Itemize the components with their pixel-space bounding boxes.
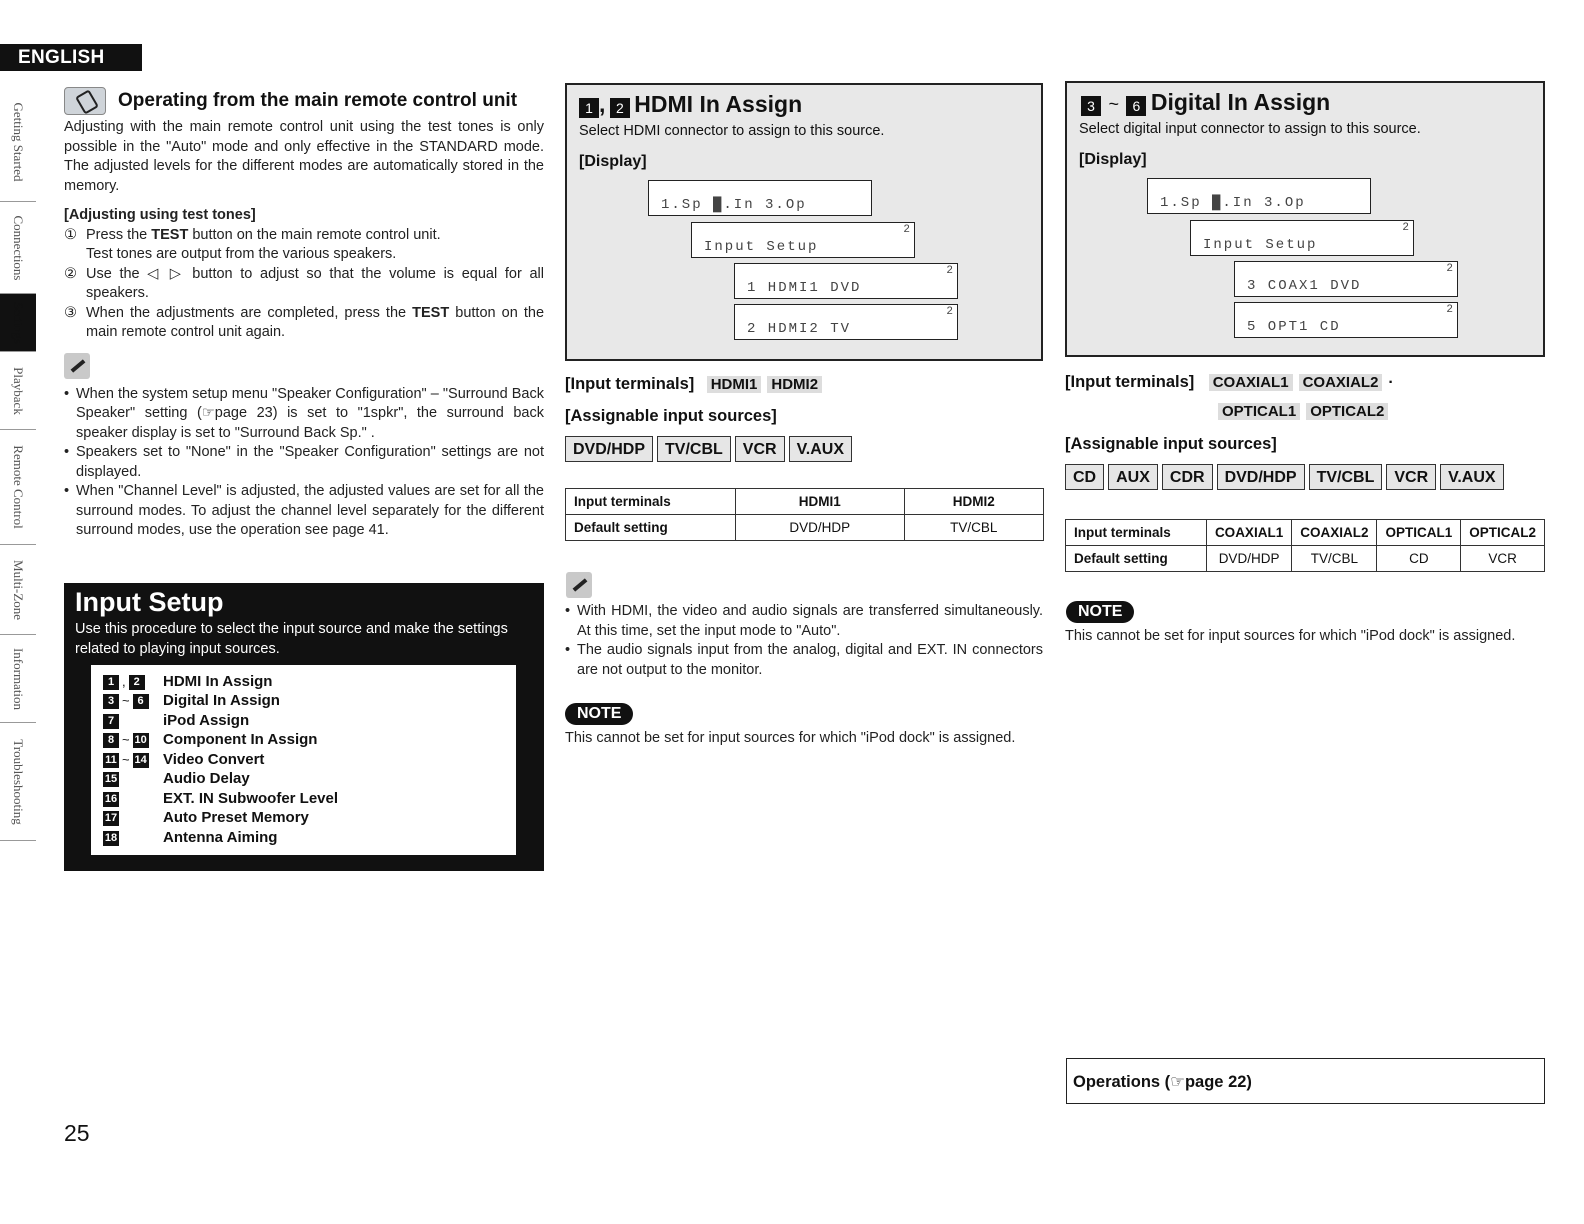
digital-default-table: Input terminals COAXIAL1 COAXIAL2 OPTICAL1 OPTICAL2 Default setting DVD/HDP TV/CBL CD VCR <box>1065 519 1545 572</box>
source-chip: TV/CBL <box>657 436 731 462</box>
digital-source-chips <box>1065 464 1504 490</box>
side-tab-information[interactable]: Information <box>0 635 36 723</box>
note-item: • With HDMI, the video and audio signals are transferred simultaneously. At this time, set the input mode to "Auto". <box>565 602 1043 641</box>
input-setup-box <box>64 583 544 871</box>
lcd-screen: Input Setup 2 <box>691 222 915 258</box>
lcd-screen: 1.Sp █.In 3.Op <box>1147 178 1371 214</box>
input-setup-title: Input Setup <box>75 587 224 617</box>
digital-title: Digital In Assign <box>1150 89 1331 115</box>
source-chip: CD <box>1065 464 1104 490</box>
source-chip: DVD/HDP <box>565 436 653 462</box>
note-item: • Speakers set to "None" in the "Speaker Configuration" settings are not displayed. <box>64 443 544 482</box>
source-chip: AUX <box>1108 464 1158 490</box>
side-tabs <box>0 82 38 841</box>
digital-panel <box>1065 81 1545 357</box>
side-tab-troubleshooting[interactable]: Troubleshooting <box>0 723 36 841</box>
hdmi-display-label: [Display] <box>579 153 647 170</box>
page-number: 25 <box>64 1120 90 1146</box>
language-tab: ENGLISH <box>0 44 142 71</box>
lcd-screen: 1 HDMI1 DVD 2 <box>734 263 958 299</box>
subhead: [Adjusting using test tones] <box>64 207 256 223</box>
lcd-screen: 3 COAX1 DVD 2 <box>1234 261 1458 297</box>
side-tab-remote-control[interactable]: Remote Control <box>0 430 36 545</box>
source-chip: VCR <box>1386 464 1436 490</box>
hdmi-panel <box>565 83 1043 361</box>
digital-display-label: [Display] <box>1079 151 1147 168</box>
intro-text: Adjusting with the main remote control unit using the test tones is only possible in the "Auto" mode and only effective in the STANDARD mode. The adjusted levels for the different modes are automatically stored in the memory. <box>64 119 544 194</box>
source-chip: V.AUX <box>1440 464 1503 490</box>
note-pencil-icon <box>64 353 90 379</box>
lcd-screen: Input Setup 2 <box>1190 220 1414 256</box>
source-chip: VCR <box>735 436 785 462</box>
side-tab-multi-zone[interactable]: Multi-Zone <box>0 545 36 635</box>
source-chip: DVD/HDP <box>1217 464 1305 490</box>
lcd-screen: 2 HDMI2 TV 2 <box>734 304 958 340</box>
step-3: ③ When the adjustments are completed, press the TEST button on the main remote control unit again. <box>64 304 545 340</box>
hdmi-terminals: [Input terminals] HDMI1 HDMI2 <box>565 375 828 394</box>
hdmi-default-table: Input terminals HDMI1 HDMI2 Default setting DVD/HDP TV/CBL <box>565 488 1044 541</box>
hdmi-panel-heading: 1 , 2 HDMI In Assign <box>579 91 802 118</box>
hdmi-note-badge: NOTE <box>565 703 633 725</box>
side-tab-getting-started[interactable]: Getting Started <box>0 82 36 202</box>
input-setup-desc: Use this procedure to select the input source and make the settings related to playing input sources. <box>75 621 508 657</box>
side-tab-connections[interactable]: Connections <box>0 202 36 294</box>
hdmi-source-chips <box>565 436 852 462</box>
digital-note-text: This cannot be set for input sources for which "iPod dock" is assigned. <box>1065 628 1516 644</box>
step-2: ② Use the ◁ ▷ button to adjust so that the volume is equal for all speakers. <box>64 265 544 301</box>
hdmi-notes <box>565 602 1043 680</box>
lcd-screen: 1.Sp █.In 3.Op <box>648 180 872 216</box>
hdmi-note-text: This cannot be set for input sources for which "iPod dock" is assigned. <box>565 730 1016 746</box>
digital-assignable-label: [Assignable input sources] <box>1065 435 1277 453</box>
side-tab-settings[interactable]: Settings <box>0 294 36 352</box>
digital-terminals: [Input terminals] COAXIAL1 COAXIAL2 · <box>1065 373 1394 391</box>
digital-note-badge: NOTE <box>1066 601 1134 623</box>
input-setup-menu: 1 , 2 HDMI In Assign 3 ~ 6 Digital In Assign 7 iPod Assign 8 ~ 10 Component In Assign 11 ~ 14 Video Convert 15 Audio Delay 16 EXT. IN Subwoofer Level 17 Auto Preset Memory 18 Antenna Aiming <box>91 665 516 855</box>
operations-reference[interactable]: Operations (☞page 22) <box>1066 1058 1545 1104</box>
source-chip: TV/CBL <box>1309 464 1383 490</box>
digital-subtitle: Select digital input connector to assign to this source. <box>1079 121 1421 137</box>
digital-terminals-row2: OPTICAL1 OPTICAL2 <box>1218 403 1394 421</box>
hdmi-assignable-label: [Assignable input sources] <box>565 407 777 425</box>
digital-panel-heading: 3 ~ 6 Digital In Assign <box>1081 89 1330 116</box>
source-chip: CDR <box>1162 464 1213 490</box>
section-title: Operating from the main remote control unit <box>118 90 518 111</box>
step-1: ① Press the TEST button on the main remote control unit. Test tones are output from the various speakers. <box>64 226 441 262</box>
hdmi-title: HDMI In Assign <box>634 91 803 117</box>
note-item: • The audio signals input from the analog, digital and EXT. IN connectors are not output to the monitor. <box>565 641 1043 680</box>
source-chip: V.AUX <box>789 436 852 462</box>
left-column <box>64 87 544 541</box>
hdmi-subtitle: Select HDMI connector to assign to this source. <box>579 123 885 139</box>
operating-heading <box>64 87 544 115</box>
note-item: • When the system setup menu "Speaker Configuration" – "Surround Back Speaker" setting (☞page 23) is set to "1spkr", the surround back speaker display is set to "Surround Back Sp." . <box>64 385 544 444</box>
side-tab-playback[interactable]: Playback <box>0 352 36 430</box>
lcd-screen: 5 OPT1 CD 2 <box>1234 302 1458 338</box>
remote-control-icon <box>64 87 106 115</box>
note-pencil-icon <box>566 572 592 598</box>
note-item: • When "Channel Level" is adjusted, the adjusted values are set for all the surround modes. To adjust the channel level separately for the different surround modes, use the operation see page 41. <box>64 482 544 541</box>
